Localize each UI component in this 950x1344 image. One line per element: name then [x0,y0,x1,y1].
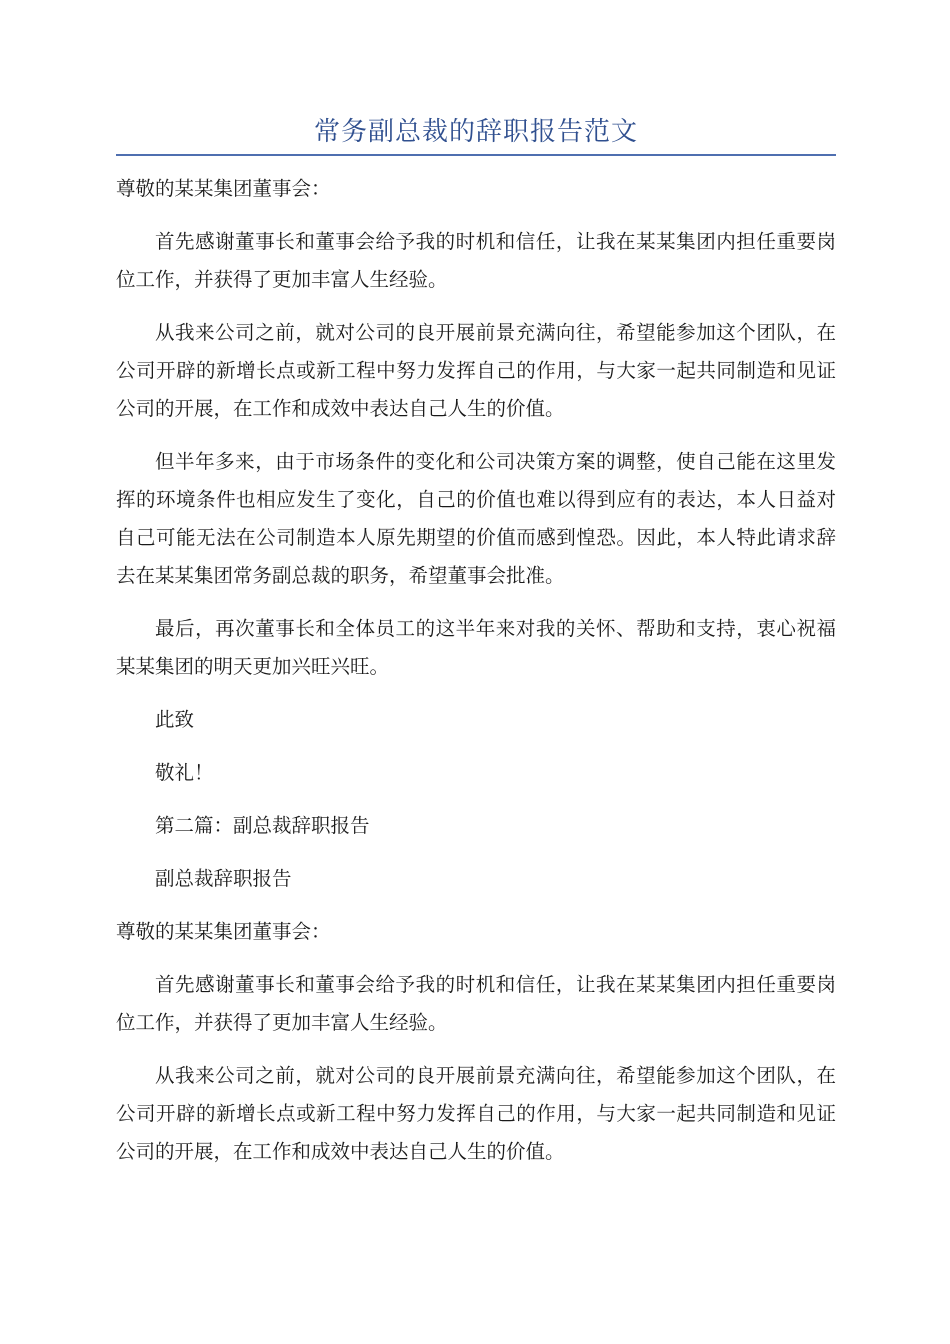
document-body [116,170,836,1171]
paragraph: 但半年多来，由于市场条件的变化和公司决策方案的调整，使自己能在这里发挥的环境条件也相应发生了变化，自己的价值也难以得到应有的表达，本人日益对自己可能无法在公司制造本人原先期望的价值而感到惶恐。因此，本人特此请求辞去在某某集团常务副总裁的职务，希望董事会批准。 [116,450,836,587]
paragraph: 最后，再次董事长和全体员工的这半年来对我的关怀、帮助和支持，衷心祝福某某集团的明天更加兴旺兴旺。 [116,617,836,678]
closing-regards: 敬礼！ [155,761,214,784]
closing-line: 此致 [155,708,195,731]
salutation: 尊敬的某某集团董事会： [116,177,331,200]
paragraph: 从我来公司之前，就对公司的良开展前景充满向往，希望能参加这个团队，在公司开辟的新增长点或新工程中努力发挥自己的作用，与大家一起共同制造和见证公司的开展，在工作和成效中表达自己人生的价值。 [116,1064,836,1163]
paragraph: 首先感谢董事长和董事会给予我的时机和信任，让我在某某集团内担任重要岗位工作，并获得了更加丰富人生经验。 [116,973,836,1034]
document-title: 常务副总裁的辞职报告范文 [116,112,836,156]
section-heading: 第二篇：副总裁辞职报告 [155,814,370,837]
section-subtitle: 副总裁辞职报告 [155,867,292,890]
paragraph: 从我来公司之前，就对公司的良开展前景充满向往，希望能参加这个团队，在公司开辟的新增长点或新工程中努力发挥自己的作用，与大家一起共同制造和见证公司的开展，在工作和成效中表达自己人生的价值。 [116,321,836,420]
document-page [116,112,836,1186]
paragraph: 首先感谢董事长和董事会给予我的时机和信任，让我在某某集团内担任重要岗位工作，并获得了更加丰富人生经验。 [116,230,836,291]
salutation: 尊敬的某某集团董事会： [116,920,331,943]
